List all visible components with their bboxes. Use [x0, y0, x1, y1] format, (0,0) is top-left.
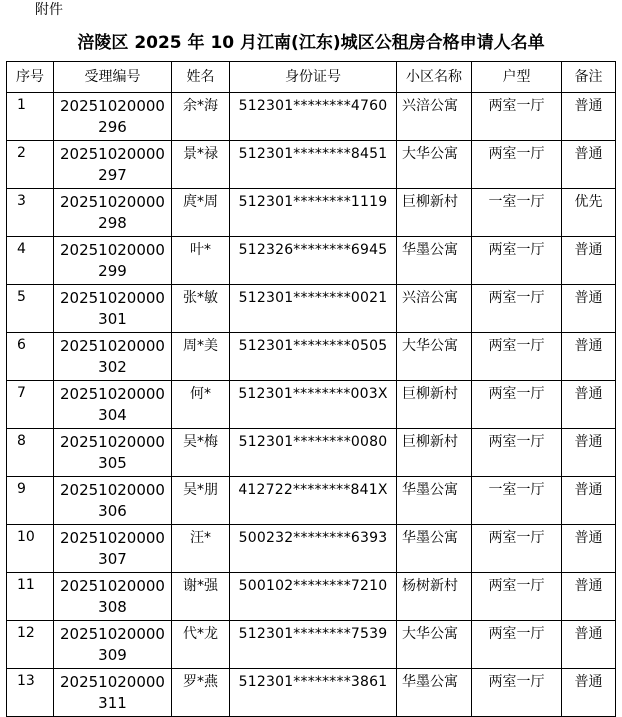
cell-serial-number: 5 [7, 285, 54, 333]
cell-acceptance-number: 20251020000299 [54, 237, 172, 285]
table-row [7, 525, 616, 573]
cell-remarks: 优先 [562, 189, 616, 237]
cell-applicant-name: 叶* [172, 237, 230, 285]
cell-community-name: 华墨公寓 [397, 669, 472, 717]
cell-community-name: 大华公寓 [397, 141, 472, 189]
cell-remarks: 普通 [562, 141, 616, 189]
table-row [7, 237, 616, 285]
cell-id-number: 412722********841X [230, 477, 397, 525]
attachment-label: 附件 [35, 2, 63, 18]
cell-remarks: 普通 [562, 573, 616, 621]
cell-acceptance-number: 20251020000304 [54, 381, 172, 429]
cell-applicant-name: 罗*燕 [172, 669, 230, 717]
cell-remarks: 普通 [562, 333, 616, 381]
table-row [7, 381, 616, 429]
cell-community-name: 兴涪公寓 [397, 285, 472, 333]
cell-acceptance-number: 20251020000305 [54, 429, 172, 477]
cell-serial-number: 12 [7, 621, 54, 669]
cell-applicant-name: 周*美 [172, 333, 230, 381]
cell-unit-type: 两室一厅 [472, 525, 562, 573]
table-row [7, 141, 616, 189]
table-header-row [7, 62, 616, 93]
cell-unit-type: 两室一厅 [472, 381, 562, 429]
cell-acceptance-number: 20251020000307 [54, 525, 172, 573]
header-unit-type: 户型 [472, 62, 562, 93]
cell-serial-number: 10 [7, 525, 54, 573]
cell-community-name: 华墨公寓 [397, 477, 472, 525]
header-acceptance-number: 受理编号 [54, 62, 172, 93]
cell-acceptance-number: 20251020000301 [54, 285, 172, 333]
cell-remarks: 普通 [562, 525, 616, 573]
applicant-table [6, 61, 616, 717]
cell-unit-type: 两室一厅 [472, 141, 562, 189]
table-body [7, 93, 616, 717]
cell-community-name: 大华公寓 [397, 333, 472, 381]
header-id-number: 身份证号 [230, 62, 397, 93]
cell-remarks: 普通 [562, 285, 616, 333]
cell-acceptance-number: 20251020000296 [54, 93, 172, 141]
table-row [7, 573, 616, 621]
cell-remarks: 普通 [562, 669, 616, 717]
cell-remarks: 普通 [562, 381, 616, 429]
cell-id-number: 512301********4760 [230, 93, 397, 141]
cell-remarks: 普通 [562, 237, 616, 285]
cell-serial-number: 9 [7, 477, 54, 525]
table-row [7, 477, 616, 525]
cell-acceptance-number: 20251020000308 [54, 573, 172, 621]
cell-acceptance-number: 20251020000302 [54, 333, 172, 381]
cell-community-name: 巨柳新村 [397, 189, 472, 237]
cell-serial-number: 13 [7, 669, 54, 717]
cell-acceptance-number: 20251020000297 [54, 141, 172, 189]
table-row [7, 93, 616, 141]
cell-serial-number: 2 [7, 141, 54, 189]
table-row [7, 669, 616, 717]
table-row [7, 285, 616, 333]
cell-unit-type: 两室一厅 [472, 429, 562, 477]
cell-serial-number: 1 [7, 93, 54, 141]
cell-acceptance-number: 20251020000309 [54, 621, 172, 669]
cell-acceptance-number: 20251020000306 [54, 477, 172, 525]
cell-remarks: 普通 [562, 477, 616, 525]
cell-applicant-name: 何* [172, 381, 230, 429]
cell-id-number: 500102********7210 [230, 573, 397, 621]
cell-community-name: 大华公寓 [397, 621, 472, 669]
cell-remarks: 普通 [562, 621, 616, 669]
cell-community-name: 巨柳新村 [397, 429, 472, 477]
cell-id-number: 512301********3861 [230, 669, 397, 717]
cell-unit-type: 一室一厅 [472, 189, 562, 237]
cell-serial-number: 4 [7, 237, 54, 285]
cell-applicant-name: 吴*梅 [172, 429, 230, 477]
cell-serial-number: 7 [7, 381, 54, 429]
table-row [7, 621, 616, 669]
cell-applicant-name: 余*海 [172, 93, 230, 141]
cell-unit-type: 两室一厅 [472, 669, 562, 717]
cell-acceptance-number: 20251020000311 [54, 669, 172, 717]
table-row [7, 429, 616, 477]
header-name: 姓名 [172, 62, 230, 93]
cell-unit-type: 两室一厅 [472, 333, 562, 381]
cell-applicant-name: 汪* [172, 525, 230, 573]
cell-community-name: 华墨公寓 [397, 237, 472, 285]
table-row [7, 333, 616, 381]
cell-id-number: 512326********6945 [230, 237, 397, 285]
cell-id-number: 512301********8451 [230, 141, 397, 189]
cell-applicant-name: 谢*强 [172, 573, 230, 621]
cell-id-number: 512301********0505 [230, 333, 397, 381]
header-remarks: 备注 [562, 62, 616, 93]
table-row [7, 189, 616, 237]
cell-id-number: 512301********1119 [230, 189, 397, 237]
cell-serial-number: 8 [7, 429, 54, 477]
document-title: 涪陵区 2025 年 10 月江南(江东)城区公租房合格申请人名单 [77, 33, 545, 53]
cell-community-name: 杨树新村 [397, 573, 472, 621]
cell-id-number: 512301********7539 [230, 621, 397, 669]
cell-applicant-name: 景*禄 [172, 141, 230, 189]
cell-serial-number: 11 [7, 573, 54, 621]
cell-applicant-name: 吴*朋 [172, 477, 230, 525]
cell-applicant-name: 代*龙 [172, 621, 230, 669]
cell-unit-type: 两室一厅 [472, 621, 562, 669]
cell-applicant-name: 张*敏 [172, 285, 230, 333]
header-community-name: 小区名称 [397, 62, 472, 93]
cell-id-number: 512301********0080 [230, 429, 397, 477]
cell-id-number: 512301********003X [230, 381, 397, 429]
cell-serial-number: 3 [7, 189, 54, 237]
cell-id-number: 500232********6393 [230, 525, 397, 573]
cell-unit-type: 两室一厅 [472, 93, 562, 141]
cell-serial-number: 6 [7, 333, 54, 381]
cell-community-name: 华墨公寓 [397, 525, 472, 573]
cell-unit-type: 两室一厅 [472, 237, 562, 285]
cell-unit-type: 两室一厅 [472, 573, 562, 621]
cell-acceptance-number: 20251020000298 [54, 189, 172, 237]
cell-remarks: 普通 [562, 93, 616, 141]
cell-applicant-name: 庹*周 [172, 189, 230, 237]
header-serial-number: 序号 [7, 62, 54, 93]
cell-community-name: 巨柳新村 [397, 381, 472, 429]
cell-unit-type: 两室一厅 [472, 285, 562, 333]
cell-id-number: 512301********0021 [230, 285, 397, 333]
cell-unit-type: 一室一厅 [472, 477, 562, 525]
cell-remarks: 普通 [562, 429, 616, 477]
cell-community-name: 兴涪公寓 [397, 93, 472, 141]
